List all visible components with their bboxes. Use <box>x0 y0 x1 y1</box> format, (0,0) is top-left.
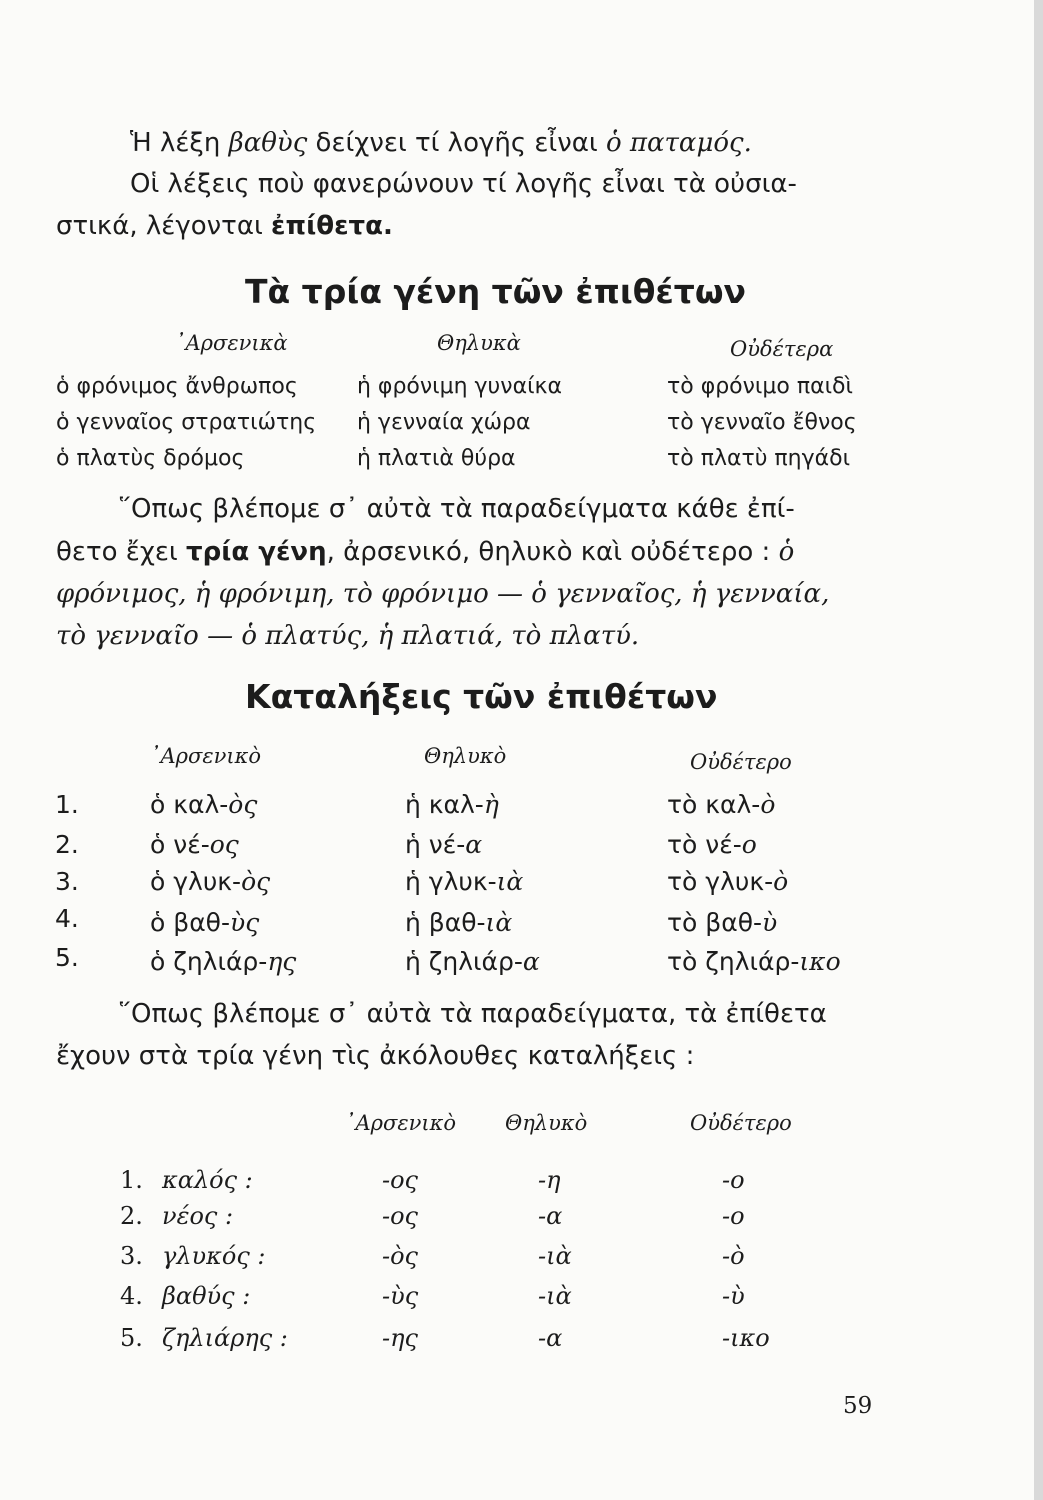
s2-header-masculine: ᾿Αρσενικὸ <box>150 744 262 768</box>
s3-row-1-number: 1. <box>120 1166 143 1194</box>
s1-row-3-masculine: ὁ πλατὺς δρόμος <box>56 446 245 471</box>
s3-row-4-neuter: -ὺ <box>722 1282 745 1310</box>
s2-header-feminine: Θηλυκὸ <box>424 744 507 768</box>
s2-row-5-neuter <box>667 946 841 978</box>
s3-row-2-masculine: -ος <box>382 1202 418 1230</box>
s3-row-5-number: 5. <box>120 1324 143 1352</box>
ending: ὸ <box>760 790 776 819</box>
s3-row-4-masculine: -ὺς <box>382 1282 419 1310</box>
page-edge-shadow <box>1034 0 1043 1500</box>
s1-row-1-feminine: ἡ φρόνιμη γυναίκα <box>357 374 562 399</box>
s1-row-2-neuter: τὸ γενναῖο ἔθνος <box>667 410 857 435</box>
stem: ἡ νέ- <box>405 830 466 859</box>
page-number: 59 <box>843 1393 873 1419</box>
s2-row-4-feminine <box>405 907 512 939</box>
intro-bold-term: ἐπίθετα. <box>271 211 393 241</box>
ending: α <box>465 830 483 859</box>
ending: α <box>522 947 540 976</box>
intro-line-1 <box>130 127 752 159</box>
intro-text: στικά, λέγονται <box>56 211 272 241</box>
stem: ἡ γλυκ- <box>405 867 497 896</box>
para-2-line-3: φρόνιμος, ἡ φρόνιμη, τὸ φρόνιμο — ὁ γενναῖος, ἡ γενναία, <box>56 579 830 609</box>
intro-italic-word: βαθὺς <box>228 128 308 158</box>
s1-row-1-masculine: ὁ φρόνιμος ἄνθρωπος <box>56 374 298 399</box>
stem: τὸ νέ- <box>667 830 742 859</box>
s3-row-2-neuter: -ο <box>722 1202 745 1230</box>
s2-row-1-masculine <box>150 789 257 821</box>
stem: τὸ ζηλιάρ- <box>667 947 800 976</box>
s1-row-3-feminine: ἡ πλατιὰ θύρα <box>357 446 516 471</box>
s2-row-2-neuter <box>667 829 757 861</box>
s3-row-5-feminine: -α <box>538 1324 563 1352</box>
s3-row-1-word: καλός : <box>162 1166 253 1194</box>
s2-row-5-masculine <box>150 946 296 978</box>
s2-row-1-feminine <box>405 789 499 821</box>
ending: ικο <box>799 947 841 976</box>
s2-row-3-neuter <box>667 866 788 898</box>
s3-row-2-feminine: -α <box>538 1202 563 1230</box>
s1-row-2-masculine: ὁ γενναῖος στρατιώτης <box>56 410 317 435</box>
s3-row-5-masculine: -ης <box>382 1324 418 1352</box>
intro-italic-phrase: ὁ παταμός. <box>605 128 752 158</box>
s3-row-4-feminine: -ιὰ <box>538 1282 572 1310</box>
stem: ὁ βαθ- <box>150 908 230 937</box>
s1-header-neuter: Οὐδέτερα <box>730 337 834 361</box>
intro-line-3 <box>56 210 393 242</box>
section-1-title: Τὰ τρία γένη τῶν ἐπιθέτων <box>245 272 746 311</box>
para-2-text: , ἀρσενικό, θηλυκὸ καὶ οὐδέτερο : <box>326 537 779 567</box>
s3-row-5-neuter: -ικο <box>722 1324 770 1352</box>
ending: ης <box>267 947 297 976</box>
s1-row-1-neuter: τὸ φρόνιμο παιδὶ <box>667 374 853 399</box>
intro-line-2: Οἱ λέξεις ποὺ φανερώνουν τί λογῆς εἶναι τὰ οὐσια- <box>130 169 797 199</box>
ending: ὴ <box>483 790 499 819</box>
ending: ιὰ <box>485 908 513 937</box>
section-2-title: Καταλήξεις τῶν ἐπιθέτων <box>245 677 718 716</box>
para-2-line-4: τὸ γενναῖο — ὁ πλατύς, ἡ πλατιά, τὸ πλατύ. <box>56 621 640 651</box>
s3-row-3-masculine: -ὸς <box>382 1242 418 1270</box>
s3-row-3-feminine: -ιὰ <box>538 1242 572 1270</box>
ending: ὺ <box>762 908 778 937</box>
s2-row-3-feminine <box>405 866 523 898</box>
s2-row-3-masculine <box>150 866 270 898</box>
s2-row-5-number: 5. <box>55 943 79 972</box>
ending: ὸς <box>241 867 271 896</box>
stem: ἡ καλ- <box>405 790 484 819</box>
ending: ὸς <box>228 790 258 819</box>
intro-text: δείχνει τί λογῆς εἶναι <box>307 128 606 158</box>
stem: ὁ νέ- <box>150 830 210 859</box>
para-2-italic: ὁ <box>778 537 795 567</box>
s2-row-2-masculine <box>150 829 239 861</box>
s3-row-2-word: νέος : <box>162 1202 234 1230</box>
intro-text: Ἡ λέξη <box>130 128 229 158</box>
para-2-line-2 <box>56 536 794 568</box>
ending: ος <box>209 830 239 859</box>
s3-row-1-neuter: -ο <box>722 1166 745 1194</box>
s1-header-masculine: ᾿Αρσενικὰ <box>175 331 288 355</box>
s2-row-4-neuter <box>667 907 777 939</box>
s3-header-neuter: Οὐδέτερο <box>690 1111 792 1135</box>
s3-row-5-word: ζηλιάρης : <box>162 1324 288 1352</box>
s1-row-2-feminine: ἡ γενναία χώρα <box>357 410 531 435</box>
s3-header-feminine: Θηλυκὸ <box>505 1111 588 1135</box>
s2-row-1-neuter <box>667 789 775 821</box>
s1-row-3-neuter: τὸ πλατὺ πηγάδι <box>667 446 851 471</box>
s3-row-3-word: γλυκός : <box>162 1242 266 1270</box>
s3-row-2-number: 2. <box>120 1202 143 1230</box>
stem: ἡ ζηλιάρ- <box>405 947 523 976</box>
s3-row-4-word: βαθύς : <box>162 1282 251 1310</box>
s3-row-1-feminine: -η <box>538 1166 561 1194</box>
stem: ἡ βαθ- <box>405 908 486 937</box>
s2-row-4-masculine <box>150 907 259 939</box>
stem: τὸ γλυκ- <box>667 867 774 896</box>
stem: ὁ ζηλιάρ- <box>150 947 268 976</box>
para-2-line-1: ῞Οπως βλέπομε σ᾿ αὐτὰ τὰ παραδείγματα κάθε ἐπί- <box>118 494 795 524</box>
s2-row-2-feminine <box>405 829 482 861</box>
s2-row-2-number: 2. <box>55 830 79 859</box>
s3-row-4-number: 4. <box>120 1282 143 1310</box>
s2-header-neuter: Οὐδέτερο <box>690 750 792 774</box>
ending: ο <box>741 830 757 859</box>
s2-row-5-feminine <box>405 946 540 978</box>
stem: ὁ καλ- <box>150 790 229 819</box>
para-2-text: θετο ἔχει <box>56 537 186 567</box>
stem: τὸ βαθ- <box>667 908 763 937</box>
ending: ιὰ <box>496 867 524 896</box>
s3-header-masculine: ᾿Αρσενικὸ <box>345 1111 457 1135</box>
stem: τὸ καλ- <box>667 790 761 819</box>
s2-row-1-number: 1. <box>55 790 79 819</box>
ending: ὸ <box>773 867 789 896</box>
s3-row-1-masculine: -ος <box>382 1166 418 1194</box>
ending: ὺς <box>230 908 260 937</box>
s3-row-3-neuter: -ὸ <box>722 1242 745 1270</box>
s1-header-feminine: Θηλυκὰ <box>437 331 521 355</box>
stem: ὁ γλυκ- <box>150 867 242 896</box>
para-2-bold-term: τρία γένη <box>185 537 327 567</box>
para-3-line-2: ἔχουν στὰ τρία γένη τὶς ἀκόλουθες καταλήξεις : <box>56 1041 695 1071</box>
s3-row-3-number: 3. <box>120 1242 143 1270</box>
s2-row-3-number: 3. <box>55 867 79 896</box>
s2-row-4-number: 4. <box>55 904 79 933</box>
para-3-line-1: ῞Οπως βλέπομε σ᾿ αὐτὰ τὰ παραδείγματα, τὰ ἐπίθετα <box>118 999 827 1029</box>
